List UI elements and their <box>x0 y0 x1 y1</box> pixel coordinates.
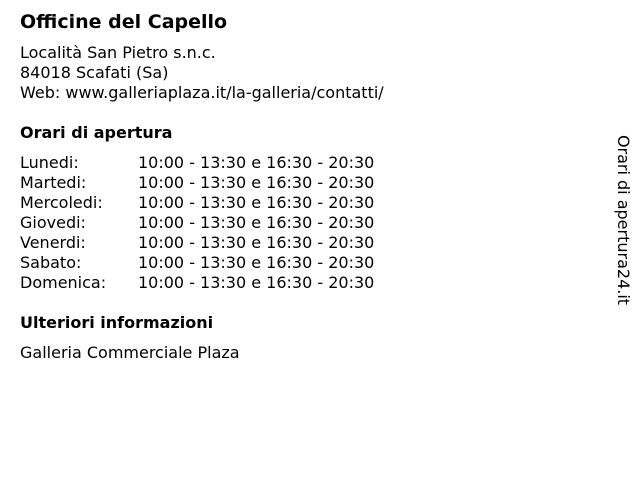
day-hours: 10:00 - 13:30 e 16:30 - 20:30 <box>138 253 375 272</box>
day-label: Domenica: <box>20 273 107 292</box>
day-label: Martedi: <box>20 173 87 192</box>
opening-hours-heading: Orari di apertura <box>20 123 173 142</box>
day-label: Giovedi: <box>20 213 86 232</box>
day-label: Lunedi: <box>20 153 79 172</box>
day-hours: 10:00 - 13:30 e 16:30 - 20:30 <box>138 193 375 212</box>
day-hours: 10:00 - 13:30 e 16:30 - 20:30 <box>138 213 375 232</box>
further-info-text: Galleria Commerciale Plaza <box>20 343 240 362</box>
address-street: Località San Pietro s.n.c. <box>20 43 216 62</box>
day-hours: 10:00 - 13:30 e 16:30 - 20:30 <box>138 173 375 192</box>
address-city: 84018 Scafati (Sa) <box>20 63 169 82</box>
day-hours: 10:00 - 13:30 e 16:30 - 20:30 <box>138 233 375 252</box>
day-hours: 10:00 - 13:30 e 16:30 - 20:30 <box>138 153 375 172</box>
further-info-heading: Ulteriori informazioni <box>20 313 214 332</box>
day-hours: 10:00 - 13:30 e 16:30 - 20:30 <box>138 273 375 292</box>
day-label: Sabato: <box>20 253 82 272</box>
address-block <box>20 43 384 103</box>
day-label: Venerdi: <box>20 233 86 252</box>
website-line[interactable]: Web: www.galleriaplaza.it/la-galleria/contatti/ <box>20 83 384 102</box>
site-watermark: Orari di apertura24.it <box>614 134 633 306</box>
business-name: Officine del Capello <box>20 11 228 33</box>
day-label: Mercoledi: <box>20 193 103 212</box>
